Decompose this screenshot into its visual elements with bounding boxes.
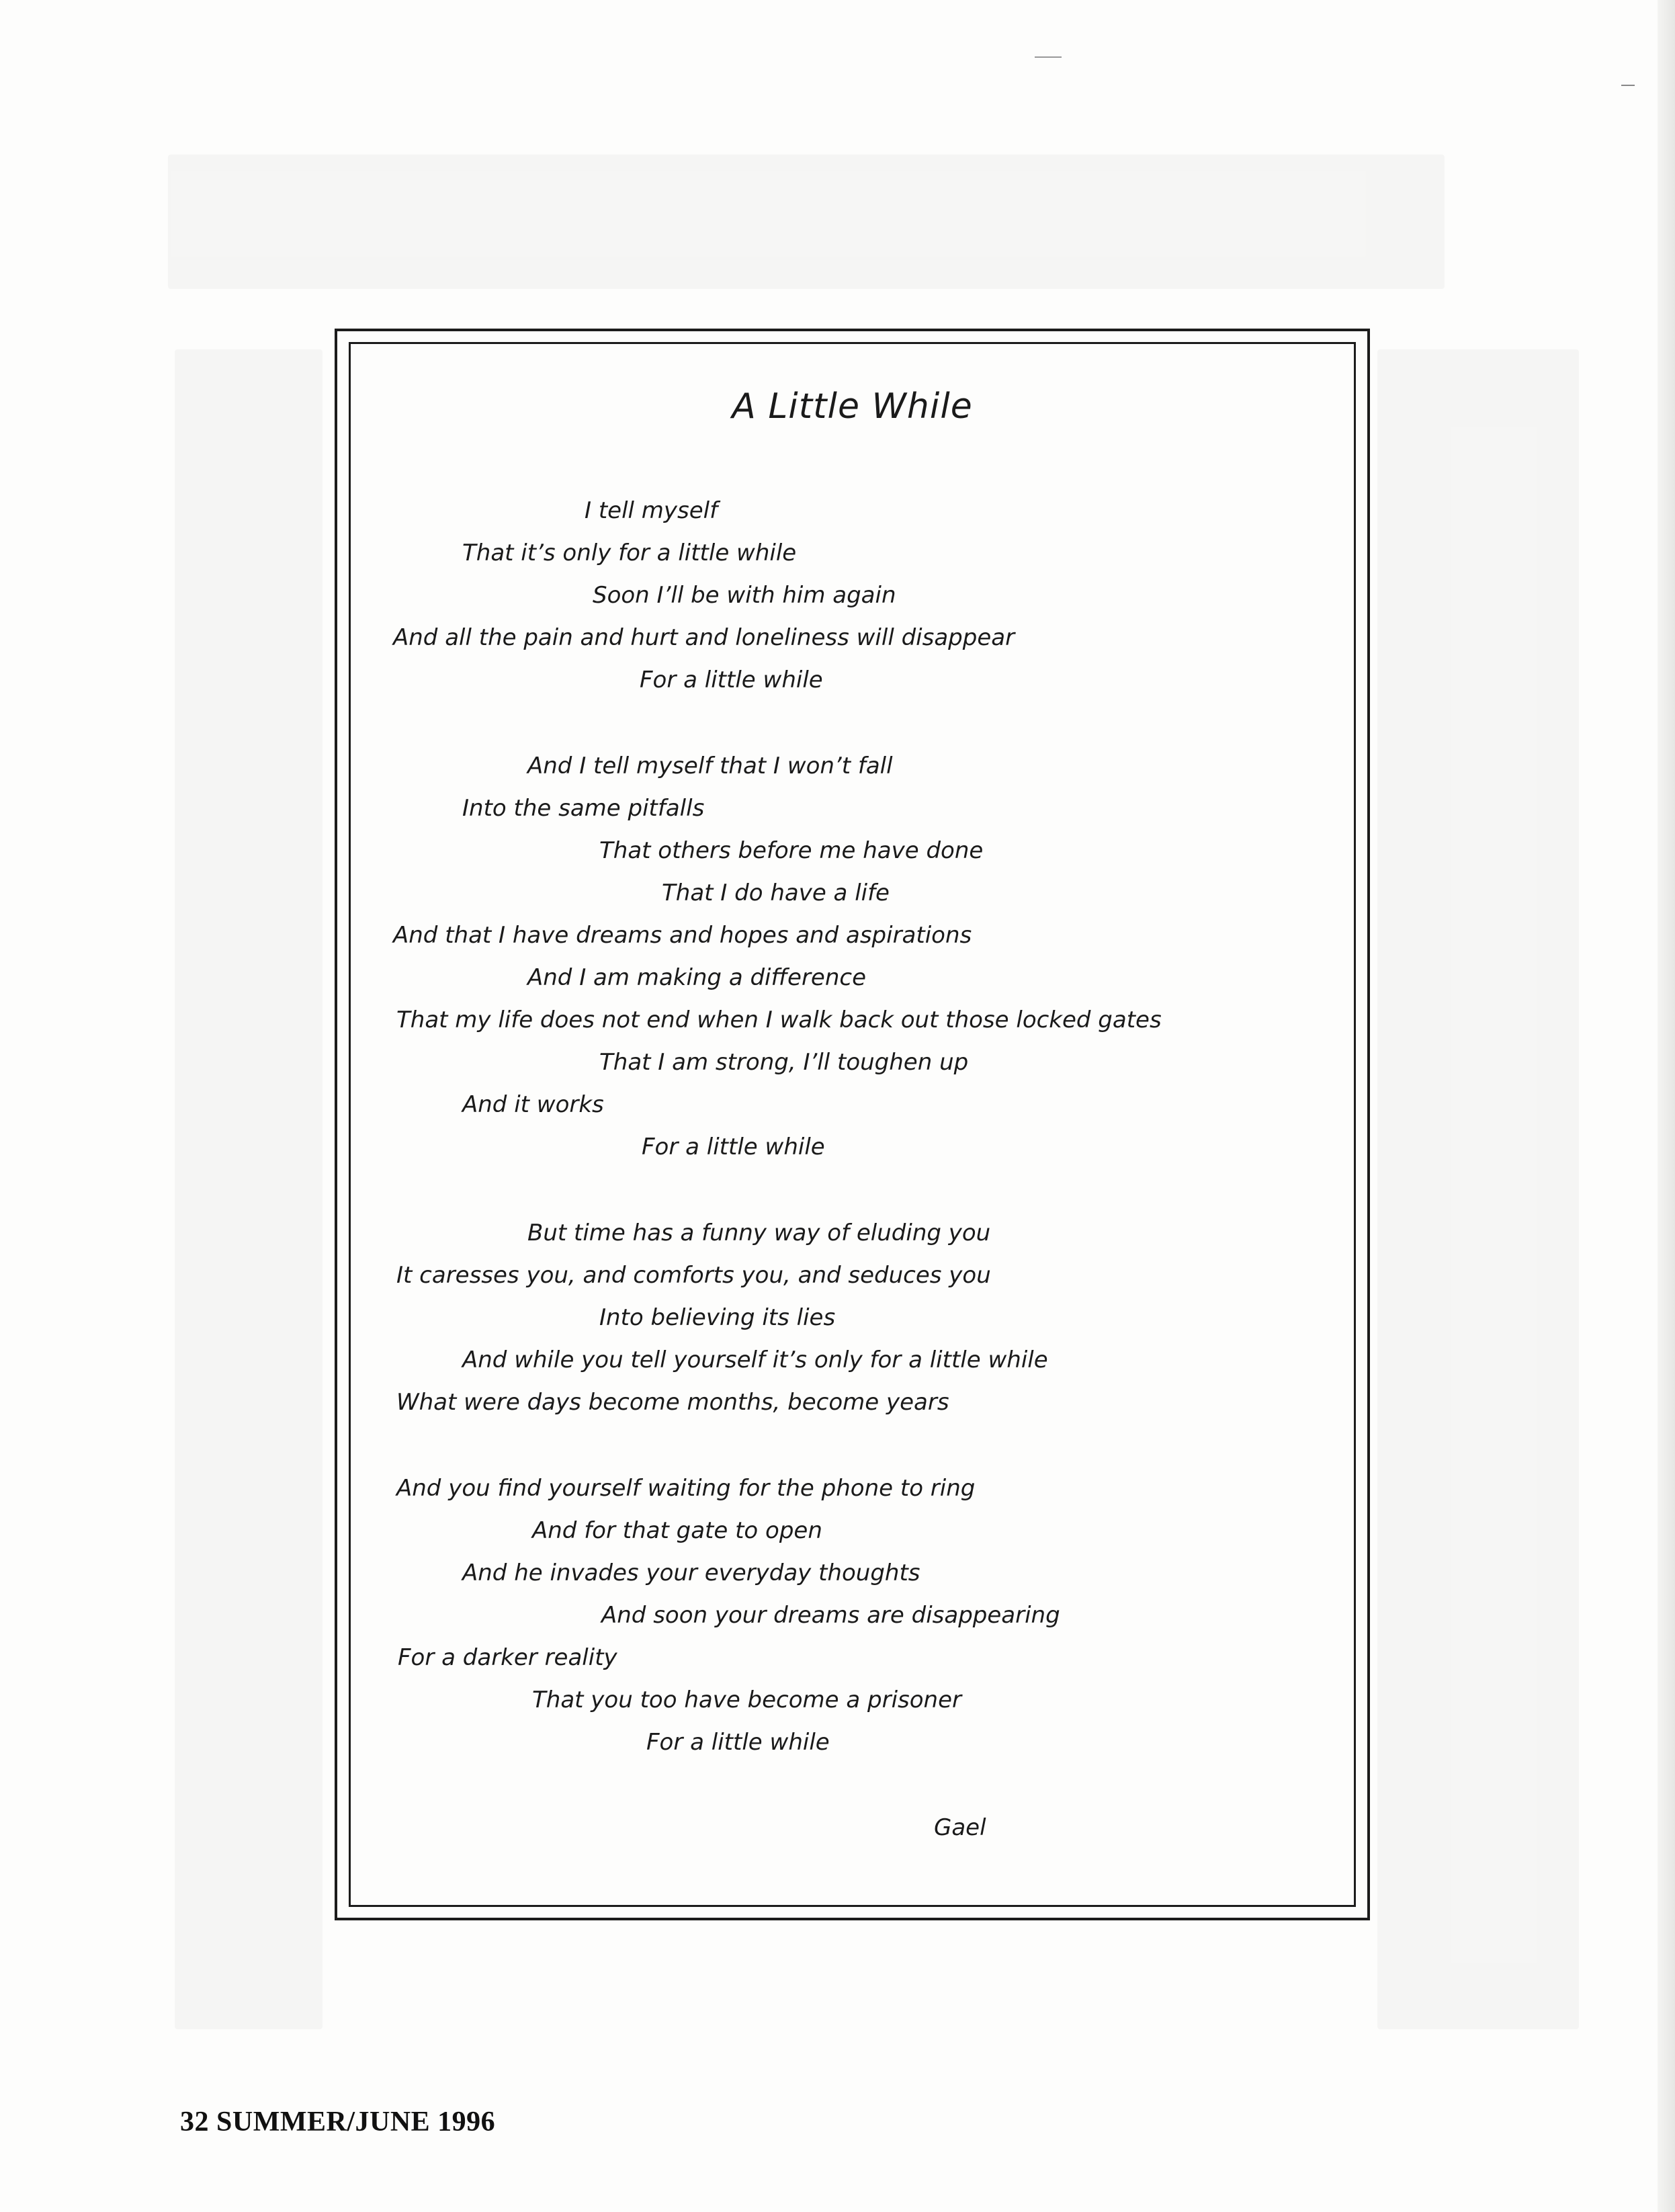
- poem-frame-inner: [349, 342, 1356, 1907]
- poem-line: And while you tell yourself it’s only for a little while: [462, 1347, 1048, 1373]
- poem-line: And I am making a difference: [527, 964, 867, 991]
- poem-line: And that I have dreams and hopes and aspirations: [393, 922, 972, 949]
- poem-title: A Little While: [732, 386, 973, 427]
- scan-mark: [1035, 56, 1062, 58]
- poem-line: And soon your dreams are disappearing: [601, 1602, 1060, 1629]
- poem-line: And you find yourself waiting for the phone to ring: [396, 1475, 976, 1502]
- poem-line: That it’s only for a little while: [462, 540, 797, 566]
- page-footer: 32 SUMMER/JUNE 1996: [180, 2107, 496, 2137]
- poem-line: And I tell myself that I won’t fall: [527, 753, 893, 779]
- poem-line: And for that gate to open: [532, 1517, 822, 1544]
- poem-line: Soon I’ll be with him again: [593, 582, 896, 609]
- poem-line: That my life does not end when I walk back out those locked gates: [396, 1007, 1162, 1033]
- poem-line: It caresses you, and comforts you, and seduces you: [396, 1262, 991, 1289]
- poem-line: And he invades your everyday thoughts: [462, 1560, 920, 1586]
- poem-line: That I am strong, I’ll toughen up: [599, 1049, 969, 1076]
- poem-line: But time has a funny way of eluding you: [527, 1220, 991, 1246]
- poem-author: Gael: [934, 1814, 986, 1841]
- poem-line: That you too have become a prisoner: [532, 1687, 961, 1713]
- poem-line: For a darker reality: [398, 1644, 617, 1671]
- poem-line: And all the pain and hurt and loneliness will disappear: [393, 624, 1015, 651]
- scan-mark: [1621, 85, 1635, 86]
- poem-line: What were days become months, become years: [396, 1389, 949, 1416]
- poem-line: Into believing its lies: [599, 1304, 836, 1331]
- poem-line: That I do have a life: [662, 880, 890, 906]
- poem-line: I tell myself: [585, 497, 718, 524]
- bleed-through: [175, 349, 323, 2029]
- poem-line: And it works: [462, 1091, 604, 1118]
- poem-line: Into the same pitfalls: [462, 795, 705, 822]
- poem-line: That others before me have done: [599, 837, 984, 864]
- poem-line: For a little while: [646, 1729, 830, 1756]
- poem-line: For a little while: [642, 1134, 825, 1160]
- page-edge-shadow: [1658, 0, 1675, 2212]
- bleed-through: [168, 155, 1445, 289]
- bleed-through: [1377, 349, 1579, 2029]
- poem-line: For a little while: [640, 667, 823, 693]
